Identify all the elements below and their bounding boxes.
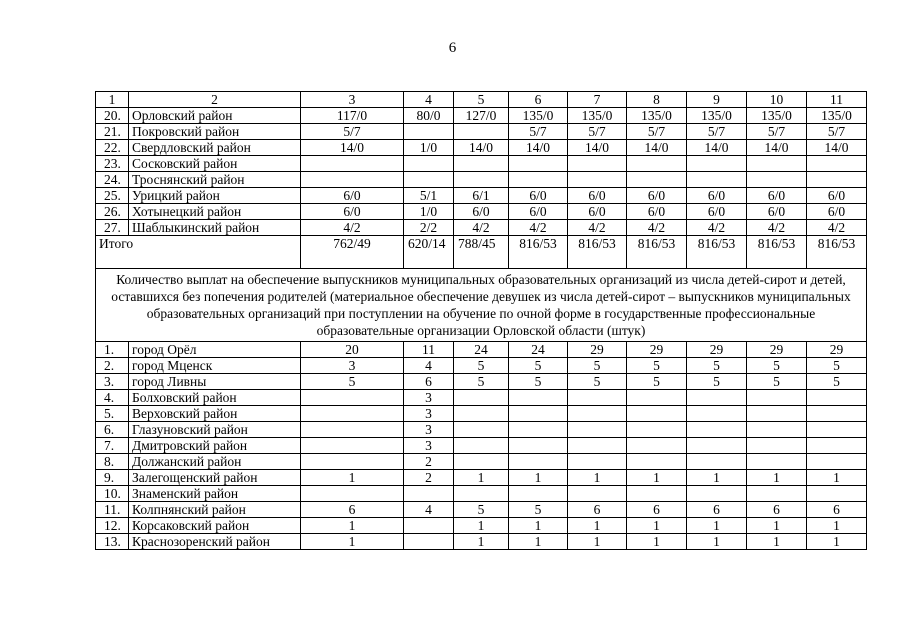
value-cell: 29 xyxy=(807,342,867,358)
value-cell xyxy=(509,172,568,188)
total-value: 762/49 xyxy=(301,236,404,269)
table-row xyxy=(96,220,867,236)
row-number: 11. xyxy=(96,502,129,518)
district-name: Урицкий район xyxy=(129,188,301,204)
value-cell xyxy=(301,390,404,406)
value-cell: 5 xyxy=(509,358,568,374)
value-cell: 1 xyxy=(301,518,404,534)
value-cell: 4/2 xyxy=(747,220,807,236)
column-header: 3 xyxy=(301,92,404,108)
value-cell xyxy=(627,454,687,470)
value-cell: 1 xyxy=(687,534,747,550)
district-name: город Орёл xyxy=(129,342,301,358)
value-cell: 1 xyxy=(509,534,568,550)
value-cell: 1 xyxy=(568,518,627,534)
value-cell: 1 xyxy=(807,518,867,534)
value-cell: 5 xyxy=(454,502,509,518)
value-cell: 6/0 xyxy=(627,188,687,204)
row-number: 7. xyxy=(96,438,129,454)
district-name: Покровский район xyxy=(129,124,301,140)
row-number: 10. xyxy=(96,486,129,502)
value-cell xyxy=(509,454,568,470)
total-value: 816/53 xyxy=(807,236,867,269)
table-row xyxy=(96,108,867,124)
value-cell xyxy=(747,156,807,172)
value-cell: 14/0 xyxy=(509,140,568,156)
row-number: 24. xyxy=(96,172,129,188)
value-cell: 5 xyxy=(509,502,568,518)
value-cell: 5 xyxy=(627,374,687,390)
value-cell: 1 xyxy=(687,518,747,534)
value-cell: 11 xyxy=(404,342,454,358)
value-cell xyxy=(301,486,404,502)
table-row xyxy=(96,438,867,454)
value-cell xyxy=(568,406,627,422)
value-cell xyxy=(509,438,568,454)
district-name: Краснозоренский район xyxy=(129,534,301,550)
value-cell: 29 xyxy=(568,342,627,358)
value-cell: 24 xyxy=(509,342,568,358)
value-cell: 14/0 xyxy=(807,140,867,156)
total-value: 620/14 xyxy=(404,236,454,269)
total-row xyxy=(96,236,867,269)
value-cell xyxy=(301,156,404,172)
value-cell: 1 xyxy=(807,534,867,550)
value-cell xyxy=(404,486,454,502)
value-cell: 1 xyxy=(301,534,404,550)
value-cell: 135/0 xyxy=(509,108,568,124)
value-cell: 6 xyxy=(807,502,867,518)
table-row xyxy=(96,140,867,156)
value-cell xyxy=(454,124,509,140)
district-name: Залегощенский район xyxy=(129,470,301,486)
value-cell: 5/1 xyxy=(404,188,454,204)
value-cell xyxy=(454,406,509,422)
value-cell: 1 xyxy=(747,534,807,550)
value-cell xyxy=(454,486,509,502)
value-cell xyxy=(687,172,747,188)
table-row xyxy=(96,342,867,358)
value-cell: 29 xyxy=(747,342,807,358)
value-cell: 6/0 xyxy=(454,204,509,220)
section-row xyxy=(96,269,867,342)
value-cell: 1 xyxy=(454,470,509,486)
table-row xyxy=(96,358,867,374)
district-name: Сосковский район xyxy=(129,156,301,172)
value-cell: 1 xyxy=(627,518,687,534)
value-cell xyxy=(807,422,867,438)
value-cell xyxy=(454,422,509,438)
value-cell xyxy=(404,124,454,140)
column-header: 2 xyxy=(129,92,301,108)
table-row xyxy=(96,204,867,220)
value-cell: 6/0 xyxy=(568,204,627,220)
value-cell: 20 xyxy=(301,342,404,358)
value-cell: 117/0 xyxy=(301,108,404,124)
row-number: 3. xyxy=(96,374,129,390)
value-cell: 135/0 xyxy=(568,108,627,124)
value-cell xyxy=(404,172,454,188)
row-number: 4. xyxy=(96,390,129,406)
value-cell xyxy=(301,172,404,188)
table-row xyxy=(96,188,867,204)
column-header: 6 xyxy=(509,92,568,108)
value-cell xyxy=(568,390,627,406)
value-cell xyxy=(404,156,454,172)
value-cell xyxy=(747,422,807,438)
value-cell: 135/0 xyxy=(687,108,747,124)
value-cell: 127/0 xyxy=(454,108,509,124)
district-name: Шаблыкинский район xyxy=(129,220,301,236)
value-cell xyxy=(807,172,867,188)
value-cell: 6 xyxy=(687,502,747,518)
value-cell xyxy=(568,486,627,502)
value-cell: 1/0 xyxy=(404,204,454,220)
value-cell: 5 xyxy=(568,358,627,374)
value-cell xyxy=(687,406,747,422)
value-cell xyxy=(807,156,867,172)
table-row xyxy=(96,486,867,502)
value-cell: 5 xyxy=(568,374,627,390)
value-cell xyxy=(568,438,627,454)
value-cell: 6 xyxy=(747,502,807,518)
district-name: Колпнянский район xyxy=(129,502,301,518)
row-number: 9. xyxy=(96,470,129,486)
district-name: Орловский район xyxy=(129,108,301,124)
value-cell xyxy=(627,390,687,406)
value-cell: 5 xyxy=(747,374,807,390)
row-number: 1. xyxy=(96,342,129,358)
district-name: Хотынецкий район xyxy=(129,204,301,220)
value-cell: 1 xyxy=(509,518,568,534)
value-cell xyxy=(747,438,807,454)
value-cell: 14/0 xyxy=(747,140,807,156)
table-row xyxy=(96,454,867,470)
value-cell: 4 xyxy=(404,502,454,518)
value-cell: 6/0 xyxy=(687,204,747,220)
value-cell: 5/7 xyxy=(807,124,867,140)
row-number: 21. xyxy=(96,124,129,140)
value-cell: 6/0 xyxy=(301,188,404,204)
district-name: Троснянский район xyxy=(129,172,301,188)
value-cell xyxy=(627,172,687,188)
value-cell xyxy=(509,156,568,172)
value-cell: 5 xyxy=(627,358,687,374)
value-cell: 2 xyxy=(404,470,454,486)
value-cell: 135/0 xyxy=(627,108,687,124)
value-cell xyxy=(747,172,807,188)
value-cell: 1 xyxy=(568,470,627,486)
value-cell: 5 xyxy=(301,374,404,390)
value-cell: 5 xyxy=(747,358,807,374)
row-number: 20. xyxy=(96,108,129,124)
value-cell: 4/2 xyxy=(454,220,509,236)
value-cell: 14/0 xyxy=(627,140,687,156)
district-name: Дмитровский район xyxy=(129,438,301,454)
value-cell xyxy=(627,422,687,438)
row-number: 22. xyxy=(96,140,129,156)
value-cell xyxy=(807,486,867,502)
table-row xyxy=(96,518,867,534)
value-cell: 1 xyxy=(747,470,807,486)
value-cell xyxy=(747,390,807,406)
value-cell: 6 xyxy=(404,374,454,390)
table-row xyxy=(96,502,867,518)
table-row xyxy=(96,406,867,422)
total-value: 816/53 xyxy=(509,236,568,269)
value-cell xyxy=(301,406,404,422)
value-cell xyxy=(627,486,687,502)
row-number: 23. xyxy=(96,156,129,172)
row-number: 26. xyxy=(96,204,129,220)
value-cell: 5/7 xyxy=(687,124,747,140)
value-cell: 5 xyxy=(454,374,509,390)
row-number: 27. xyxy=(96,220,129,236)
district-name: Корсаковский район xyxy=(129,518,301,534)
value-cell xyxy=(568,156,627,172)
value-cell: 4/2 xyxy=(568,220,627,236)
district-name: Верховский район xyxy=(129,406,301,422)
column-header: 11 xyxy=(807,92,867,108)
value-cell xyxy=(687,422,747,438)
value-cell xyxy=(509,422,568,438)
value-cell: 3 xyxy=(404,438,454,454)
total-value: 788/45 xyxy=(454,236,509,269)
value-cell xyxy=(807,438,867,454)
value-cell: 6/0 xyxy=(509,204,568,220)
value-cell xyxy=(687,454,747,470)
value-cell: 3 xyxy=(404,406,454,422)
value-cell: 6/0 xyxy=(807,188,867,204)
value-cell: 1 xyxy=(509,470,568,486)
value-cell xyxy=(807,454,867,470)
value-cell xyxy=(687,156,747,172)
value-cell: 135/0 xyxy=(747,108,807,124)
value-cell xyxy=(404,534,454,550)
value-cell: 135/0 xyxy=(807,108,867,124)
value-cell: 2/2 xyxy=(404,220,454,236)
value-cell: 3 xyxy=(404,422,454,438)
value-cell: 1 xyxy=(807,470,867,486)
value-cell: 6/0 xyxy=(747,188,807,204)
total-value: 816/53 xyxy=(687,236,747,269)
value-cell: 5 xyxy=(509,374,568,390)
value-cell: 1 xyxy=(301,470,404,486)
value-cell: 2 xyxy=(404,454,454,470)
row-number: 5. xyxy=(96,406,129,422)
value-cell: 1 xyxy=(568,534,627,550)
value-cell xyxy=(747,406,807,422)
table-row xyxy=(96,470,867,486)
value-cell: 6/0 xyxy=(509,188,568,204)
value-cell: 5 xyxy=(687,358,747,374)
section-title: Количество выплат на обеспечение выпускников муниципальных образовательных организаций из числа детей-сирот и детей, оставшихся без попечения родителей (материальное обеспечение девушек из числа детей-сирот – выпускников муниципальных образовательных организаций при поступлении на обучение по очной форме в государственные профессиональные образовательные организации Орловской области (штук) xyxy=(96,269,867,342)
value-cell: 29 xyxy=(687,342,747,358)
value-cell: 6/0 xyxy=(687,188,747,204)
value-cell xyxy=(454,438,509,454)
value-cell: 3 xyxy=(404,390,454,406)
district-name: город Ливны xyxy=(129,374,301,390)
table-row xyxy=(96,534,867,550)
value-cell xyxy=(568,172,627,188)
value-cell: 5 xyxy=(807,374,867,390)
value-cell: 14/0 xyxy=(687,140,747,156)
value-cell: 5 xyxy=(687,374,747,390)
value-cell: 4/2 xyxy=(301,220,404,236)
row-number: 12. xyxy=(96,518,129,534)
value-cell: 6/0 xyxy=(807,204,867,220)
value-cell xyxy=(807,390,867,406)
column-header: 4 xyxy=(404,92,454,108)
header-row xyxy=(96,92,867,108)
value-cell: 29 xyxy=(627,342,687,358)
value-cell: 6/0 xyxy=(627,204,687,220)
value-cell: 5 xyxy=(807,358,867,374)
value-cell xyxy=(687,390,747,406)
value-cell: 1 xyxy=(627,534,687,550)
value-cell: 4 xyxy=(404,358,454,374)
value-cell xyxy=(454,156,509,172)
table-body xyxy=(96,92,867,550)
value-cell: 80/0 xyxy=(404,108,454,124)
table-row xyxy=(96,172,867,188)
value-cell: 6 xyxy=(301,502,404,518)
value-cell xyxy=(301,422,404,438)
total-value: 816/53 xyxy=(627,236,687,269)
value-cell xyxy=(568,454,627,470)
value-cell: 6/0 xyxy=(747,204,807,220)
value-cell: 6/1 xyxy=(454,188,509,204)
value-cell: 14/0 xyxy=(454,140,509,156)
value-cell xyxy=(454,454,509,470)
value-cell: 1 xyxy=(454,534,509,550)
value-cell: 6 xyxy=(627,502,687,518)
value-cell xyxy=(404,518,454,534)
district-name: город Мценск xyxy=(129,358,301,374)
row-number: 2. xyxy=(96,358,129,374)
table-row xyxy=(96,374,867,390)
value-cell xyxy=(509,406,568,422)
value-cell xyxy=(301,454,404,470)
value-cell: 24 xyxy=(454,342,509,358)
value-cell: 5/7 xyxy=(509,124,568,140)
table-row xyxy=(96,390,867,406)
value-cell xyxy=(627,156,687,172)
value-cell: 5 xyxy=(454,358,509,374)
value-cell xyxy=(627,438,687,454)
value-cell xyxy=(687,438,747,454)
column-header: 10 xyxy=(747,92,807,108)
value-cell: 5/7 xyxy=(747,124,807,140)
value-cell xyxy=(454,172,509,188)
row-number: 25. xyxy=(96,188,129,204)
value-cell: 4/2 xyxy=(807,220,867,236)
value-cell xyxy=(509,390,568,406)
value-cell xyxy=(747,454,807,470)
value-cell: 14/0 xyxy=(568,140,627,156)
value-cell: 1 xyxy=(454,518,509,534)
column-header: 7 xyxy=(568,92,627,108)
table-row xyxy=(96,124,867,140)
district-name: Болховский район xyxy=(129,390,301,406)
row-number: 13. xyxy=(96,534,129,550)
column-header: 5 xyxy=(454,92,509,108)
value-cell xyxy=(301,438,404,454)
value-cell: 1 xyxy=(747,518,807,534)
value-cell: 4/2 xyxy=(687,220,747,236)
value-cell xyxy=(747,486,807,502)
value-cell xyxy=(687,486,747,502)
column-header: 9 xyxy=(687,92,747,108)
value-cell: 5/7 xyxy=(627,124,687,140)
column-header: 1 xyxy=(96,92,129,108)
value-cell: 6/0 xyxy=(301,204,404,220)
value-cell: 4/2 xyxy=(627,220,687,236)
page-number: 6 xyxy=(448,40,457,56)
value-cell: 1/0 xyxy=(404,140,454,156)
row-number: 6. xyxy=(96,422,129,438)
value-cell: 6/0 xyxy=(568,188,627,204)
value-cell: 6 xyxy=(568,502,627,518)
data-table xyxy=(95,91,867,550)
total-value: 816/53 xyxy=(568,236,627,269)
column-header: 8 xyxy=(627,92,687,108)
row-number: 8. xyxy=(96,454,129,470)
value-cell xyxy=(627,406,687,422)
value-cell: 3 xyxy=(301,358,404,374)
district-name: Свердловский район xyxy=(129,140,301,156)
value-cell: 1 xyxy=(687,470,747,486)
table-row xyxy=(96,156,867,172)
value-cell: 5/7 xyxy=(568,124,627,140)
value-cell: 14/0 xyxy=(301,140,404,156)
value-cell xyxy=(509,486,568,502)
total-label: Итого xyxy=(96,236,301,269)
value-cell: 4/2 xyxy=(509,220,568,236)
district-name: Должанский район xyxy=(129,454,301,470)
value-cell xyxy=(807,406,867,422)
value-cell: 1 xyxy=(627,470,687,486)
total-value: 816/53 xyxy=(747,236,807,269)
table-row xyxy=(96,422,867,438)
value-cell xyxy=(568,422,627,438)
district-name: Знаменский район xyxy=(129,486,301,502)
district-name: Глазуновский район xyxy=(129,422,301,438)
value-cell: 5/7 xyxy=(301,124,404,140)
value-cell xyxy=(454,390,509,406)
